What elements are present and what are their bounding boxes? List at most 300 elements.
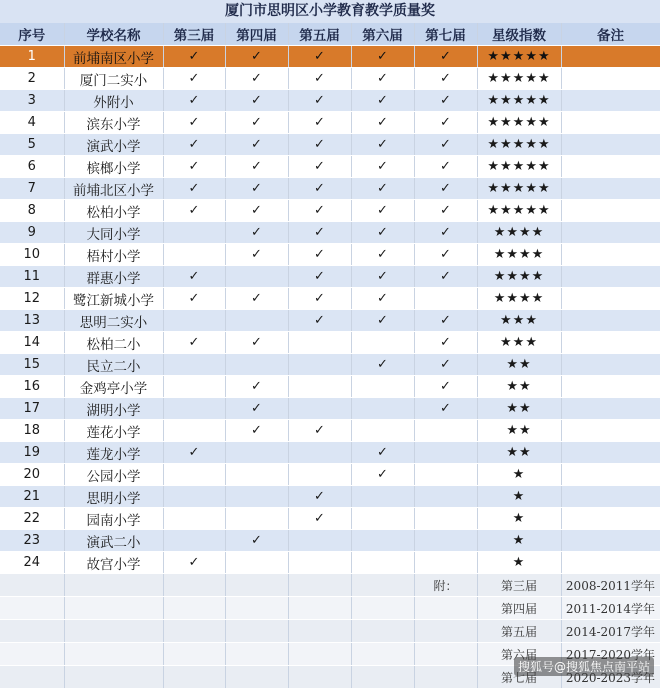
edition-5-cell bbox=[288, 288, 351, 310]
row-star-rating: ★★ bbox=[477, 442, 561, 464]
row-seq: 12 bbox=[0, 288, 64, 310]
check-icon: ✓ bbox=[440, 203, 451, 218]
table-row bbox=[0, 134, 660, 156]
edition-3-cell bbox=[163, 134, 225, 156]
edition-7-cell bbox=[414, 552, 477, 574]
row-remarks bbox=[561, 398, 660, 420]
table-row bbox=[0, 222, 660, 244]
row-school-name: 民立二小 bbox=[64, 354, 163, 376]
check-icon: ✓ bbox=[189, 115, 200, 130]
check-icon: ✓ bbox=[440, 71, 451, 86]
note-years: 2011-2014学年 bbox=[561, 597, 660, 620]
edition-7-cell bbox=[414, 398, 477, 420]
edition-4-cell bbox=[225, 112, 288, 134]
table-row bbox=[0, 266, 660, 288]
check-icon: ✓ bbox=[189, 93, 200, 108]
edition-7-cell bbox=[414, 156, 477, 178]
edition-7-cell bbox=[414, 310, 477, 332]
row-remarks bbox=[561, 156, 660, 178]
check-icon: ✓ bbox=[440, 401, 451, 416]
edition-5-cell bbox=[288, 354, 351, 376]
edition-7-cell bbox=[414, 530, 477, 552]
row-remarks bbox=[561, 552, 660, 574]
row-school-name: 故宫小学 bbox=[64, 552, 163, 574]
row-star-rating: ★★★★ bbox=[477, 222, 561, 244]
check-icon: ✓ bbox=[440, 379, 451, 394]
edition-3-cell bbox=[163, 288, 225, 310]
edition-7-cell bbox=[414, 442, 477, 464]
edition-4-cell bbox=[225, 398, 288, 420]
check-icon: ✓ bbox=[314, 181, 325, 196]
header-row bbox=[0, 23, 660, 46]
check-icon: ✓ bbox=[314, 159, 325, 174]
row-remarks bbox=[561, 68, 660, 90]
row-seq: 20 bbox=[0, 464, 64, 486]
row-school-name: 思明小学 bbox=[64, 486, 163, 508]
row-seq: 1 bbox=[0, 46, 64, 68]
edition-4-cell bbox=[225, 200, 288, 222]
edition-6-cell bbox=[351, 310, 414, 332]
table-row bbox=[0, 552, 660, 574]
note-years: 2008-2011学年 bbox=[561, 574, 660, 597]
edition-5-cell bbox=[288, 442, 351, 464]
edition-3-cell bbox=[163, 464, 225, 486]
row-star-rating: ★★★★★ bbox=[477, 134, 561, 156]
check-icon: ✓ bbox=[189, 555, 200, 570]
check-icon: ✓ bbox=[377, 115, 388, 130]
row-remarks bbox=[561, 464, 660, 486]
edition-3-cell bbox=[163, 486, 225, 508]
check-icon: ✓ bbox=[189, 49, 200, 64]
edition-6-cell bbox=[351, 508, 414, 530]
row-school-name: 厦门二实小 bbox=[64, 68, 163, 90]
edition-3-cell bbox=[163, 244, 225, 266]
check-icon: ✓ bbox=[251, 423, 262, 438]
header-edition-7: 第七届 bbox=[414, 23, 477, 46]
row-seq: 10 bbox=[0, 244, 64, 266]
edition-7-cell bbox=[414, 68, 477, 90]
edition-7-cell bbox=[414, 134, 477, 156]
table-row bbox=[0, 288, 660, 310]
row-seq: 5 bbox=[0, 134, 64, 156]
edition-3-cell bbox=[163, 552, 225, 574]
row-seq: 14 bbox=[0, 332, 64, 354]
check-icon: ✓ bbox=[189, 137, 200, 152]
check-icon: ✓ bbox=[440, 269, 451, 284]
row-seq: 3 bbox=[0, 90, 64, 112]
check-icon: ✓ bbox=[251, 93, 262, 108]
row-star-rating: ★★ bbox=[477, 376, 561, 398]
edition-5-cell bbox=[288, 156, 351, 178]
edition-7-cell bbox=[414, 222, 477, 244]
table-row bbox=[0, 244, 660, 266]
check-icon: ✓ bbox=[189, 335, 200, 350]
edition-4-cell bbox=[225, 46, 288, 68]
check-icon: ✓ bbox=[251, 533, 262, 548]
note-row bbox=[0, 597, 660, 620]
note-label bbox=[414, 643, 477, 666]
edition-6-cell bbox=[351, 90, 414, 112]
edition-5-cell bbox=[288, 552, 351, 574]
check-icon: ✓ bbox=[314, 225, 325, 240]
edition-5-cell bbox=[288, 112, 351, 134]
row-star-rating: ★ bbox=[477, 552, 561, 574]
check-icon: ✓ bbox=[440, 137, 451, 152]
row-remarks bbox=[561, 310, 660, 332]
header-edition-5: 第五届 bbox=[288, 23, 351, 46]
check-icon: ✓ bbox=[440, 225, 451, 240]
edition-5-cell bbox=[288, 90, 351, 112]
table-row bbox=[0, 156, 660, 178]
check-icon: ✓ bbox=[314, 269, 325, 284]
check-icon: ✓ bbox=[377, 313, 388, 328]
edition-6-cell bbox=[351, 442, 414, 464]
row-star-rating: ★★ bbox=[477, 420, 561, 442]
edition-5-cell bbox=[288, 222, 351, 244]
row-star-rating: ★★★★★ bbox=[477, 178, 561, 200]
table-row bbox=[0, 332, 660, 354]
note-label bbox=[414, 666, 477, 689]
edition-3-cell bbox=[163, 90, 225, 112]
row-star-rating: ★★★ bbox=[477, 310, 561, 332]
row-seq: 18 bbox=[0, 420, 64, 442]
row-star-rating: ★ bbox=[477, 508, 561, 530]
edition-7-cell bbox=[414, 112, 477, 134]
edition-6-cell bbox=[351, 552, 414, 574]
check-icon: ✓ bbox=[377, 467, 388, 482]
edition-6-cell bbox=[351, 68, 414, 90]
row-school-name: 思明二实小 bbox=[64, 310, 163, 332]
note-years: 2017-2020学年 bbox=[561, 643, 660, 666]
check-icon: ✓ bbox=[440, 93, 451, 108]
check-icon: ✓ bbox=[440, 357, 451, 372]
edition-3-cell bbox=[163, 222, 225, 244]
edition-7-cell bbox=[414, 486, 477, 508]
row-school-name: 前埔南区小学 bbox=[64, 46, 163, 68]
edition-6-cell bbox=[351, 288, 414, 310]
check-icon: ✓ bbox=[314, 489, 325, 504]
check-icon: ✓ bbox=[377, 137, 388, 152]
table-row bbox=[0, 530, 660, 552]
note-years: 2014-2017学年 bbox=[561, 620, 660, 643]
row-remarks bbox=[561, 530, 660, 552]
row-remarks bbox=[561, 90, 660, 112]
edition-5-cell bbox=[288, 332, 351, 354]
row-remarks bbox=[561, 46, 660, 68]
award-table bbox=[0, 23, 660, 689]
check-icon: ✓ bbox=[440, 247, 451, 262]
edition-4-cell bbox=[225, 134, 288, 156]
edition-5-cell bbox=[288, 420, 351, 442]
header-seq: 序号 bbox=[0, 23, 64, 46]
edition-6-cell bbox=[351, 486, 414, 508]
row-school-name: 槟榔小学 bbox=[64, 156, 163, 178]
note-row bbox=[0, 620, 660, 643]
check-icon: ✓ bbox=[314, 247, 325, 262]
row-school-name: 金鸡亭小学 bbox=[64, 376, 163, 398]
row-star-rating: ★★★★★ bbox=[477, 112, 561, 134]
row-school-name: 群惠小学 bbox=[64, 266, 163, 288]
row-star-rating: ★★★ bbox=[477, 332, 561, 354]
check-icon: ✓ bbox=[377, 71, 388, 86]
edition-7-cell bbox=[414, 332, 477, 354]
edition-5-cell bbox=[288, 508, 351, 530]
edition-6-cell bbox=[351, 398, 414, 420]
edition-5-cell bbox=[288, 464, 351, 486]
edition-7-cell bbox=[414, 376, 477, 398]
note-label bbox=[414, 620, 477, 643]
header-school: 学校名称 bbox=[64, 23, 163, 46]
row-seq: 15 bbox=[0, 354, 64, 376]
edition-6-cell bbox=[351, 530, 414, 552]
check-icon: ✓ bbox=[251, 137, 262, 152]
check-icon: ✓ bbox=[377, 93, 388, 108]
edition-4-cell bbox=[225, 354, 288, 376]
edition-7-cell bbox=[414, 178, 477, 200]
table-row bbox=[0, 46, 660, 68]
edition-6-cell bbox=[351, 112, 414, 134]
edition-5-cell bbox=[288, 486, 351, 508]
check-icon: ✓ bbox=[189, 159, 200, 174]
row-star-rating: ★ bbox=[477, 486, 561, 508]
edition-5-cell bbox=[288, 530, 351, 552]
row-seq: 13 bbox=[0, 310, 64, 332]
check-icon: ✓ bbox=[440, 49, 451, 64]
header-edition-3: 第三届 bbox=[163, 23, 225, 46]
edition-4-cell bbox=[225, 376, 288, 398]
check-icon: ✓ bbox=[251, 379, 262, 394]
row-school-name: 莲花小学 bbox=[64, 420, 163, 442]
row-remarks bbox=[561, 222, 660, 244]
check-icon: ✓ bbox=[377, 159, 388, 174]
edition-4-cell bbox=[225, 332, 288, 354]
check-icon: ✓ bbox=[440, 335, 451, 350]
row-seq: 21 bbox=[0, 486, 64, 508]
edition-4-cell bbox=[225, 266, 288, 288]
edition-3-cell bbox=[163, 508, 225, 530]
row-school-name: 外附小 bbox=[64, 90, 163, 112]
edition-3-cell bbox=[163, 332, 225, 354]
row-star-rating: ★★★★ bbox=[477, 244, 561, 266]
table-row bbox=[0, 112, 660, 134]
row-seq: 16 bbox=[0, 376, 64, 398]
row-school-name: 公园小学 bbox=[64, 464, 163, 486]
row-star-rating: ★★★★ bbox=[477, 288, 561, 310]
edition-4-cell bbox=[225, 530, 288, 552]
table-row bbox=[0, 68, 660, 90]
edition-6-cell bbox=[351, 354, 414, 376]
edition-6-cell bbox=[351, 46, 414, 68]
check-icon: ✓ bbox=[251, 401, 262, 416]
edition-4-cell bbox=[225, 244, 288, 266]
table-row bbox=[0, 310, 660, 332]
check-icon: ✓ bbox=[377, 181, 388, 196]
row-school-name: 莲龙小学 bbox=[64, 442, 163, 464]
row-school-name: 梧村小学 bbox=[64, 244, 163, 266]
edition-4-cell bbox=[225, 508, 288, 530]
row-remarks bbox=[561, 508, 660, 530]
check-icon: ✓ bbox=[189, 291, 200, 306]
edition-3-cell bbox=[163, 530, 225, 552]
row-remarks bbox=[561, 112, 660, 134]
edition-6-cell bbox=[351, 134, 414, 156]
row-star-rating: ★★★★★ bbox=[477, 200, 561, 222]
row-school-name: 松柏二小 bbox=[64, 332, 163, 354]
edition-4-cell bbox=[225, 310, 288, 332]
table-row bbox=[0, 90, 660, 112]
edition-4-cell bbox=[225, 222, 288, 244]
table-row bbox=[0, 486, 660, 508]
row-star-rating: ★★★★★ bbox=[477, 156, 561, 178]
check-icon: ✓ bbox=[314, 511, 325, 526]
edition-4-cell bbox=[225, 90, 288, 112]
row-remarks bbox=[561, 134, 660, 156]
edition-3-cell bbox=[163, 178, 225, 200]
check-icon: ✓ bbox=[251, 159, 262, 174]
edition-3-cell bbox=[163, 156, 225, 178]
edition-7-cell bbox=[414, 464, 477, 486]
check-icon: ✓ bbox=[314, 93, 325, 108]
edition-7-cell bbox=[414, 420, 477, 442]
watermark: 搜狐号@搜狐焦点南平站 bbox=[514, 657, 654, 676]
row-school-name: 大同小学 bbox=[64, 222, 163, 244]
header-edition-6: 第六届 bbox=[351, 23, 414, 46]
row-star-rating: ★★ bbox=[477, 398, 561, 420]
row-remarks bbox=[561, 200, 660, 222]
edition-6-cell bbox=[351, 332, 414, 354]
edition-7-cell bbox=[414, 354, 477, 376]
edition-5-cell bbox=[288, 178, 351, 200]
row-star-rating: ★★★★ bbox=[477, 266, 561, 288]
table-row bbox=[0, 420, 660, 442]
check-icon: ✓ bbox=[377, 203, 388, 218]
row-remarks bbox=[561, 178, 660, 200]
row-seq: 4 bbox=[0, 112, 64, 134]
note-edition: 第五届 bbox=[477, 620, 561, 643]
header-remarks: 备注 bbox=[561, 23, 660, 46]
check-icon: ✓ bbox=[251, 225, 262, 240]
check-icon: ✓ bbox=[189, 181, 200, 196]
row-seq: 9 bbox=[0, 222, 64, 244]
check-icon: ✓ bbox=[377, 49, 388, 64]
edition-4-cell bbox=[225, 68, 288, 90]
row-seq: 24 bbox=[0, 552, 64, 574]
edition-7-cell bbox=[414, 200, 477, 222]
edition-4-cell bbox=[225, 178, 288, 200]
check-icon: ✓ bbox=[440, 115, 451, 130]
table-row bbox=[0, 200, 660, 222]
edition-5-cell bbox=[288, 46, 351, 68]
edition-6-cell bbox=[351, 222, 414, 244]
check-icon: ✓ bbox=[189, 203, 200, 218]
edition-7-cell bbox=[414, 266, 477, 288]
row-school-name: 演武二小 bbox=[64, 530, 163, 552]
check-icon: ✓ bbox=[251, 335, 262, 350]
edition-6-cell bbox=[351, 156, 414, 178]
row-school-name: 鹭江新城小学 bbox=[64, 288, 163, 310]
edition-3-cell bbox=[163, 310, 225, 332]
check-icon: ✓ bbox=[314, 423, 325, 438]
note-edition: 第三届 bbox=[477, 574, 561, 597]
table-row bbox=[0, 178, 660, 200]
row-school-name: 前埔北区小学 bbox=[64, 178, 163, 200]
edition-5-cell bbox=[288, 200, 351, 222]
row-star-rating: ★★★★★ bbox=[477, 68, 561, 90]
row-seq: 23 bbox=[0, 530, 64, 552]
edition-5-cell bbox=[288, 310, 351, 332]
check-icon: ✓ bbox=[251, 181, 262, 196]
edition-7-cell bbox=[414, 46, 477, 68]
edition-6-cell bbox=[351, 200, 414, 222]
edition-7-cell bbox=[414, 508, 477, 530]
check-icon: ✓ bbox=[377, 357, 388, 372]
table-row bbox=[0, 508, 660, 530]
header-star-index: 星级指数 bbox=[477, 23, 561, 46]
row-star-rating: ★★★★★ bbox=[477, 46, 561, 68]
check-icon: ✓ bbox=[314, 71, 325, 86]
check-icon: ✓ bbox=[251, 247, 262, 262]
check-icon: ✓ bbox=[189, 269, 200, 284]
check-icon: ✓ bbox=[377, 225, 388, 240]
edition-6-cell bbox=[351, 178, 414, 200]
edition-3-cell bbox=[163, 420, 225, 442]
edition-5-cell bbox=[288, 68, 351, 90]
edition-3-cell bbox=[163, 354, 225, 376]
edition-5-cell bbox=[288, 398, 351, 420]
table-row bbox=[0, 376, 660, 398]
edition-5-cell bbox=[288, 266, 351, 288]
row-remarks bbox=[561, 288, 660, 310]
note-edition: 第六届 bbox=[477, 643, 561, 666]
check-icon: ✓ bbox=[314, 137, 325, 152]
edition-3-cell bbox=[163, 200, 225, 222]
edition-6-cell bbox=[351, 376, 414, 398]
header-edition-4: 第四届 bbox=[225, 23, 288, 46]
edition-6-cell bbox=[351, 266, 414, 288]
edition-4-cell bbox=[225, 486, 288, 508]
edition-4-cell bbox=[225, 464, 288, 486]
row-seq: 6 bbox=[0, 156, 64, 178]
edition-3-cell bbox=[163, 68, 225, 90]
check-icon: ✓ bbox=[189, 71, 200, 86]
row-remarks bbox=[561, 442, 660, 464]
row-star-rating: ★ bbox=[477, 464, 561, 486]
note-edition: 第四届 bbox=[477, 597, 561, 620]
check-icon: ✓ bbox=[440, 313, 451, 328]
check-icon: ✓ bbox=[251, 203, 262, 218]
edition-3-cell bbox=[163, 442, 225, 464]
table-row bbox=[0, 398, 660, 420]
edition-3-cell bbox=[163, 266, 225, 288]
table-row bbox=[0, 442, 660, 464]
edition-7-cell bbox=[414, 288, 477, 310]
row-remarks bbox=[561, 376, 660, 398]
check-icon: ✓ bbox=[251, 49, 262, 64]
note-label: 附： bbox=[414, 574, 477, 597]
check-icon: ✓ bbox=[377, 291, 388, 306]
check-icon: ✓ bbox=[314, 313, 325, 328]
row-seq: 7 bbox=[0, 178, 64, 200]
row-school-name: 滨东小学 bbox=[64, 112, 163, 134]
edition-3-cell bbox=[163, 112, 225, 134]
table-row bbox=[0, 464, 660, 486]
edition-3-cell bbox=[163, 398, 225, 420]
row-star-rating: ★★ bbox=[477, 354, 561, 376]
edition-5-cell bbox=[288, 134, 351, 156]
edition-6-cell bbox=[351, 420, 414, 442]
row-seq: 2 bbox=[0, 68, 64, 90]
row-seq: 11 bbox=[0, 266, 64, 288]
